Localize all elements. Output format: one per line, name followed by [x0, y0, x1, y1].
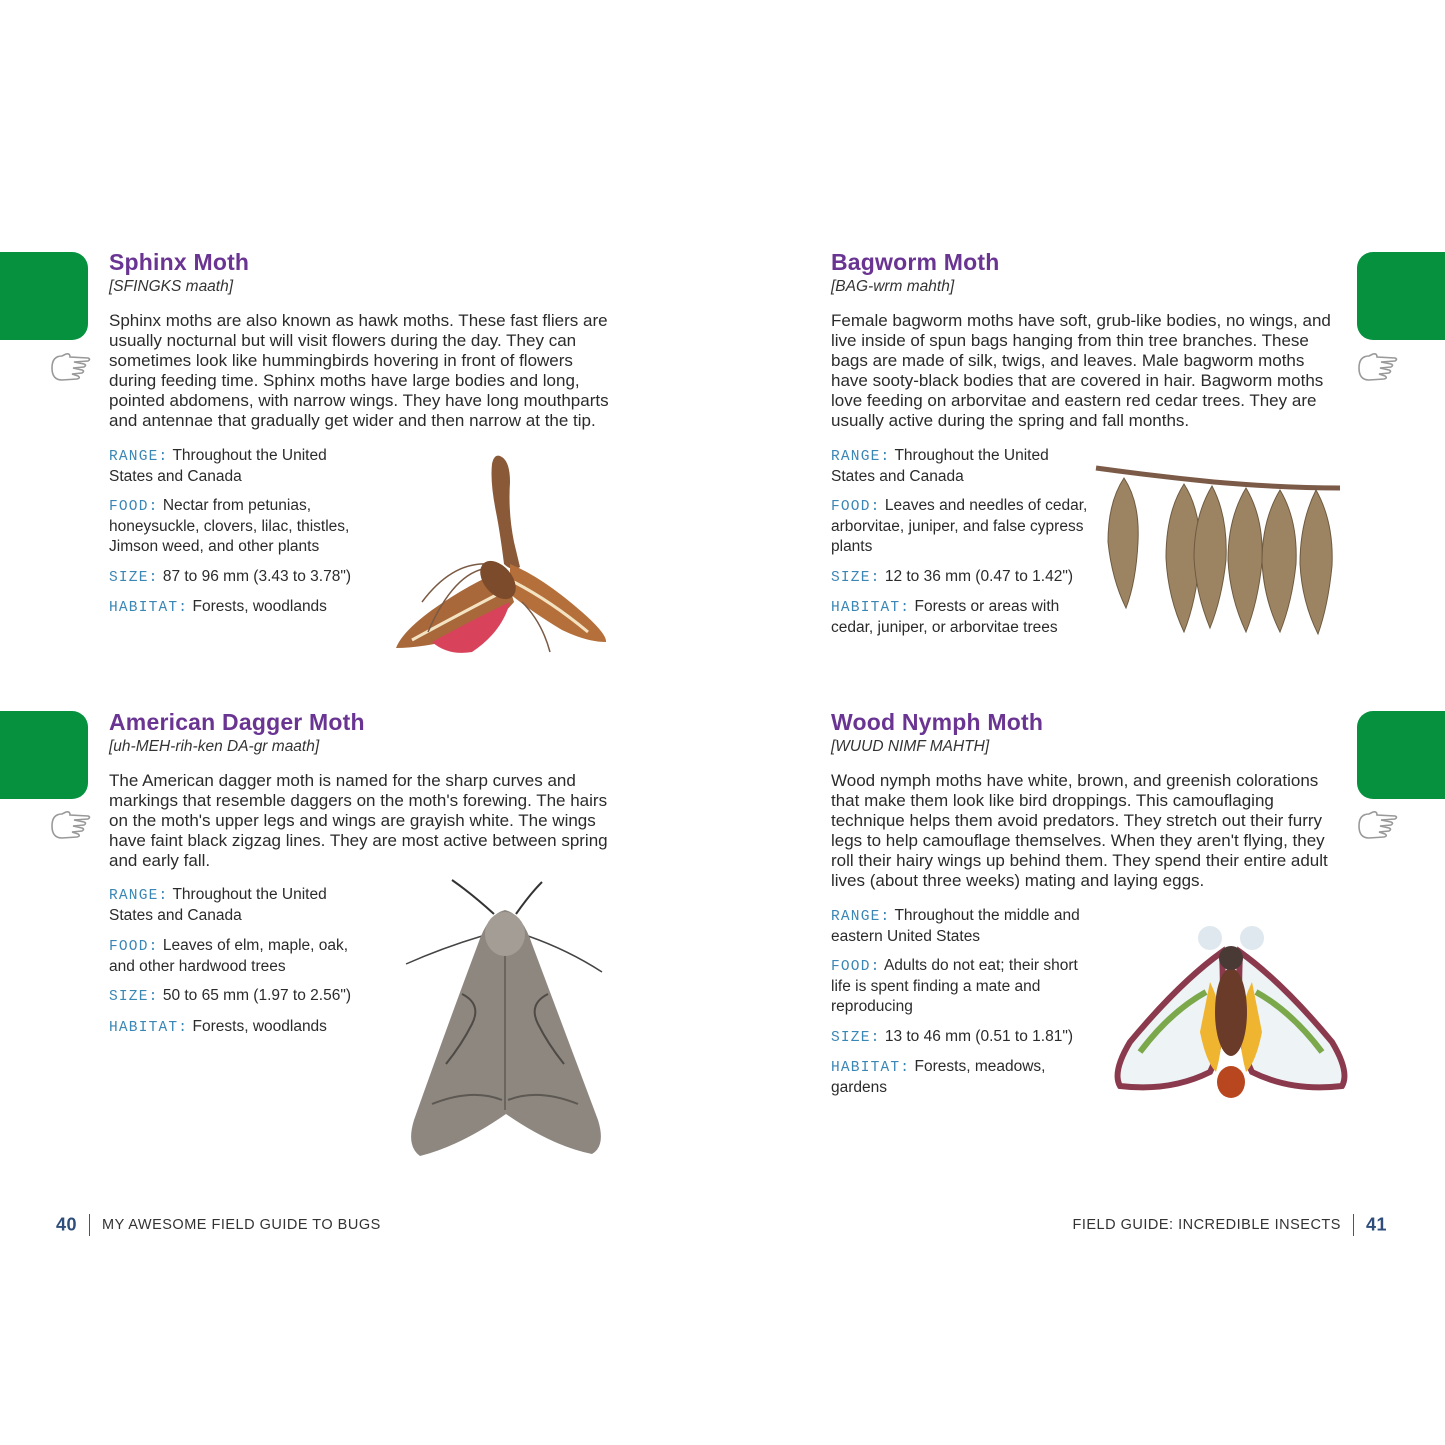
- species-description: Wood nymph moths have white, brown, and greenish colorations that make them look like bird droppings. This camouflaging technique helps them avoid predators. They stretch out their furry legs to help camouflage themselves. When they aren't flying, they roll their hairy wings up behind them. They spend their entire adult lives (about three weeks) mating and laying eggs.: [831, 771, 1328, 891]
- range-label: RANGE:: [109, 448, 169, 465]
- section-tab: [1357, 252, 1445, 340]
- size-value: 87 to 96 mm (3.43 to 3.78"): [162, 567, 351, 585]
- section-tab: [0, 711, 88, 799]
- size-label: SIZE:: [109, 569, 159, 586]
- fact-list: [831, 906, 1093, 1099]
- food-value: Nectar from petunias, honeysuckle, clovers, lilac, thistles, Jimson weed, and other plants: [109, 497, 350, 556]
- page-number: 40: [56, 1214, 78, 1235]
- food-label: FOOD:: [109, 938, 159, 955]
- range-label: RANGE:: [831, 908, 891, 925]
- pointing-hand-icon: [48, 348, 92, 388]
- fact-size: [831, 567, 1093, 588]
- pronunciation: [WUUD NIMF MAHTH]: [831, 738, 990, 755]
- running-title: MY AWESOME FIELD GUIDE TO BUGS: [102, 1217, 381, 1233]
- habitat-value: Forests, woodlands: [192, 1017, 327, 1035]
- footer-right: [1072, 1214, 1387, 1244]
- habitat-label: HABITAT:: [831, 600, 911, 617]
- fact-habitat: [831, 597, 1093, 638]
- fact-range: [831, 906, 1093, 947]
- section-tab: [0, 252, 88, 340]
- food-value: Adults do not eat; their short life is spent finding a mate and reproducing: [831, 957, 1078, 1016]
- fact-habitat: [109, 1017, 371, 1038]
- fact-size: [109, 986, 371, 1007]
- habitat-label: HABITAT:: [109, 600, 189, 617]
- range-value: Throughout the middle and eastern United States: [831, 906, 1080, 945]
- species-description: The American dagger moth is named for the sharp curves and markings that resemble daggers on the moth's forewing. The hairs on the moth's upper legs and wings are grayish white. The wings have faint black zigzag lines. They are most active between spring and early fall.: [109, 771, 608, 871]
- habitat-value: Forests, meadows, gardens: [831, 1058, 1046, 1097]
- size-value: 50 to 65 mm (1.97 to 2.56"): [162, 987, 351, 1005]
- food-label: FOOD:: [831, 959, 881, 976]
- species-name: American Dagger Moth: [109, 709, 365, 735]
- species-name: Wood Nymph Moth: [831, 709, 1044, 735]
- habitat-value: Forests, woodlands: [192, 598, 327, 616]
- fact-size: [109, 567, 371, 588]
- pointing-hand-icon: [1355, 806, 1399, 846]
- footer-divider: [1353, 1214, 1354, 1236]
- size-label: SIZE:: [831, 569, 881, 586]
- fact-range: [831, 446, 1093, 487]
- range-value: Throughout the United States and Canada: [831, 446, 1049, 485]
- wood-nymph-moth-photo: [1110, 922, 1352, 1104]
- range-label: RANGE:: [109, 888, 169, 905]
- fact-range: [109, 885, 371, 926]
- size-value: 12 to 36 mm (0.47 to 1.42"): [884, 567, 1073, 585]
- pronunciation: [BAG-wrm mahth]: [831, 278, 955, 295]
- habitat-label: HABITAT:: [109, 1019, 189, 1036]
- section-tab: [1357, 711, 1445, 799]
- size-value: 13 to 46 mm (0.51 to 1.81"): [884, 1027, 1073, 1045]
- habitat-label: HABITAT:: [831, 1060, 911, 1077]
- fact-food: [109, 936, 371, 977]
- fact-habitat: [831, 1057, 1093, 1098]
- footer-divider: [89, 1214, 90, 1236]
- american-dagger-moth-photo: [402, 874, 608, 1160]
- sphinx-moth-photo: [392, 452, 612, 660]
- pointing-hand-icon: [48, 806, 92, 846]
- species-description: Sphinx moths are also known as hawk moths. These fast fliers are usually nocturnal but will visit flowers during the day. They can sometimes look like hummingbirds hovering in front of flowers during feeding time. Sphinx moths have large bodies and long, pointed abdomens, with narrow wings. They have long mouthparts and antennae that gradually get wider and then narrow at the tip.: [109, 311, 609, 431]
- fact-range: [109, 446, 371, 487]
- fact-habitat: [109, 597, 371, 618]
- fact-list: [831, 446, 1093, 639]
- food-label: FOOD:: [109, 499, 159, 516]
- species-name: Sphinx Moth: [109, 249, 250, 275]
- species-description: Female bagworm moths have soft, grub-like bodies, no wings, and live inside of spun bags hanging from thin tree branches. These bags are made of silk, twigs, and leaves. Male bagworm moths have sooty-black bodies that are covered in hair. Bagworm moths love feeding on arborvitae and eastern red cedar trees. They are usually active during the spring and fall months.: [831, 311, 1331, 431]
- pronunciation: [SFINGKS maath]: [109, 278, 234, 295]
- bagworm-moth-photo: [1094, 462, 1342, 638]
- pointing-hand-icon: [1355, 348, 1399, 388]
- range-value: Throughout the United States and Canada: [109, 886, 327, 925]
- habitat-value: Forests or areas with cedar, juniper, or arborvitae trees: [831, 598, 1060, 637]
- fact-food: [831, 496, 1093, 557]
- pronunciation: [uh-MEH-rih-ken DA-gr maath]: [109, 738, 320, 755]
- page-number: 41: [1365, 1214, 1387, 1235]
- food-label: FOOD:: [831, 499, 881, 516]
- fact-list: [109, 446, 371, 619]
- fact-food: [109, 496, 371, 557]
- size-label: SIZE:: [831, 1029, 881, 1046]
- fact-size: [831, 1027, 1093, 1048]
- fact-food: [831, 956, 1093, 1017]
- fact-list: [109, 885, 371, 1038]
- size-label: SIZE:: [109, 989, 159, 1006]
- species-name: Bagworm Moth: [831, 249, 1000, 275]
- food-value: Leaves of elm, maple, oak, and other hardwood trees: [109, 936, 349, 975]
- running-title: FIELD GUIDE: INCREDIBLE INSECTS: [1072, 1217, 1341, 1233]
- footer-left: [56, 1214, 381, 1244]
- range-value: Throughout the United States and Canada: [109, 446, 327, 485]
- food-value: Leaves and needles of cedar, arborvitae, juniper, and false cypress plants: [831, 497, 1088, 556]
- range-label: RANGE:: [831, 448, 891, 465]
